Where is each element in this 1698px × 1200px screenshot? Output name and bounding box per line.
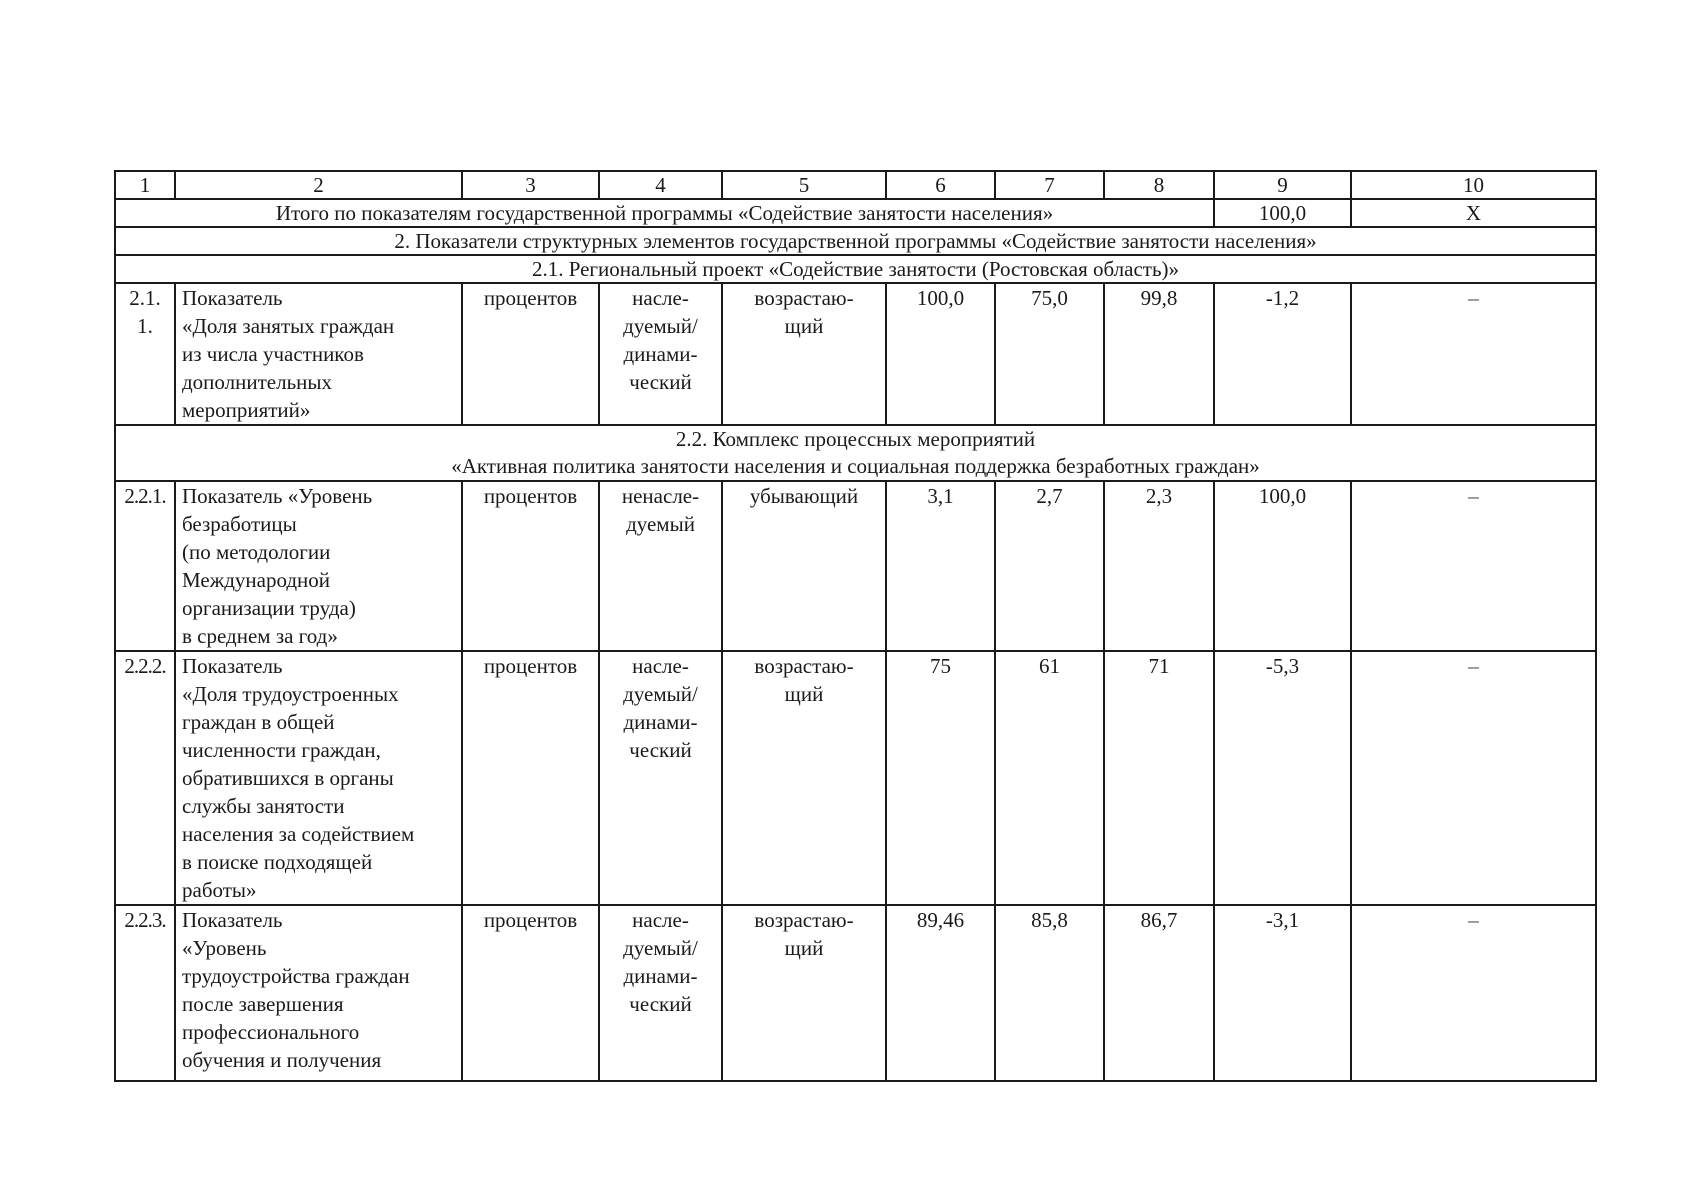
column-number: 9: [1214, 171, 1351, 199]
row-number: 2.1. 1.: [115, 283, 175, 425]
indicator-type-cell: насле- дуемый/ динами- ческий: [599, 905, 722, 1081]
table-row: [115, 651, 1596, 905]
column-number: 6: [886, 171, 995, 199]
value-cell-10: –: [1351, 283, 1596, 425]
row-number: 2.2.3.: [115, 905, 175, 1081]
section-2-1-title: 2.1. Региональный проект «Содействие занятости (Ростовская область)»: [115, 255, 1596, 283]
value-cell-10: –: [1351, 905, 1596, 1081]
column-number: 5: [722, 171, 886, 199]
total-row-mark: Х: [1351, 199, 1596, 227]
total-row-label: Итого по показателям государственной программы «Содействие занятости населения»: [115, 199, 1214, 227]
value-cell-9: 100,0: [1214, 481, 1351, 651]
value-cell-10: –: [1351, 651, 1596, 905]
indicator-name: Показатель «Доля трудоустроенных граждан в общей численности граждан, обратившихся в органы службы занятости населения за содействием в поиске подходящей работы»: [175, 651, 462, 905]
column-number: 1: [115, 171, 175, 199]
value-cell-7: 75,0: [995, 283, 1104, 425]
value-cell-7: 85,8: [995, 905, 1104, 1081]
unit-cell: процентов: [462, 283, 599, 425]
unit-cell: процентов: [462, 651, 599, 905]
value-cell-6: 100,0: [886, 283, 995, 425]
value-cell-6: 89,46: [886, 905, 995, 1081]
trend-cell: возрастаю- щий: [722, 905, 886, 1081]
trend-cell: возрастаю- щий: [722, 283, 886, 425]
value-cell-9: -5,3: [1214, 651, 1351, 905]
table-row: [115, 283, 1596, 425]
total-row: [115, 199, 1596, 227]
value-cell-8: 99,8: [1104, 283, 1214, 425]
value-cell-8: 86,7: [1104, 905, 1214, 1081]
table-row: [115, 905, 1596, 1081]
value-cell-8: 2,3: [1104, 481, 1214, 651]
row-number: 2.2.2.: [115, 651, 175, 905]
indicator-name: Показатель «Доля занятых граждан из числа участников дополнительных мероприятий»: [175, 283, 462, 425]
subsection-header-row: [115, 425, 1596, 481]
column-number-row: [115, 171, 1596, 199]
indicators-table: [114, 170, 1597, 1082]
column-number: 2: [175, 171, 462, 199]
section-2-2-title: 2.2. Комплекс процессных мероприятий «Активная политика занятости населения и социальная поддержка безработных граждан»: [115, 425, 1596, 481]
unit-cell: процентов: [462, 905, 599, 1081]
section-2-title: 2. Показатели структурных элементов государственной программы «Содействие занятости населения»: [115, 227, 1596, 255]
indicator-type-cell: насле- дуемый/ динами- ческий: [599, 651, 722, 905]
table-row: [115, 481, 1596, 651]
value-cell-10: –: [1351, 481, 1596, 651]
value-cell-7: 61: [995, 651, 1104, 905]
column-number: 4: [599, 171, 722, 199]
trend-cell: убывающий: [722, 481, 886, 651]
value-cell-6: 75: [886, 651, 995, 905]
value-cell-6: 3,1: [886, 481, 995, 651]
column-number: 10: [1351, 171, 1596, 199]
row-number: 2.2.1.: [115, 481, 175, 651]
trend-cell: возрастаю- щий: [722, 651, 886, 905]
indicator-name: Показатель «Уровень безработицы (по методологии Международной организации труда) в среднем за год»: [175, 481, 462, 651]
column-number: 7: [995, 171, 1104, 199]
value-cell-9: -1,2: [1214, 283, 1351, 425]
unit-cell: процентов: [462, 481, 599, 651]
subsection-header-row: [115, 255, 1596, 283]
indicator-type-cell: ненасле- дуемый: [599, 481, 722, 651]
value-cell-7: 2,7: [995, 481, 1104, 651]
column-number: 8: [1104, 171, 1214, 199]
indicator-name: Показатель «Уровень трудоустройства граждан после завершения профессионального обучения и получения: [175, 905, 462, 1081]
column-number: 3: [462, 171, 599, 199]
section-header-row: [115, 227, 1596, 255]
value-cell-9: -3,1: [1214, 905, 1351, 1081]
value-cell-8: 71: [1104, 651, 1214, 905]
indicator-type-cell: насле- дуемый/ динами- ческий: [599, 283, 722, 425]
total-row-value: 100,0: [1214, 199, 1351, 227]
